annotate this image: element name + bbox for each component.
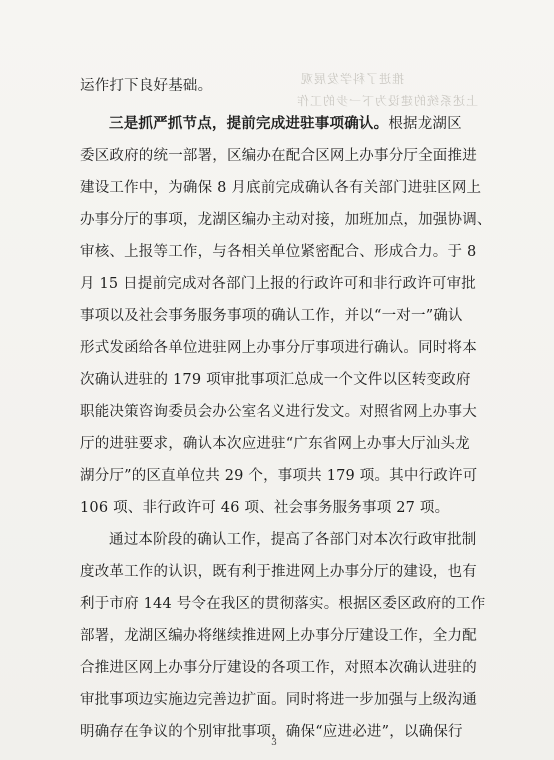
- text-line: 审核、上报等工作，与各相关单位紧密配合、形成合力。于 8: [80, 244, 477, 260]
- text-line: 106 项、非行政许可 46 项、社会事务服务事项 27 项。: [80, 500, 450, 516]
- text-line: 办事分厅的事项，龙湖区编办主动对接，加班加点，加强协调、: [80, 212, 492, 228]
- text-line-heading: [109, 114, 462, 134]
- text-line: 合推进区网上办事分厅建设的各项工作，对照本次确认进驻的: [80, 660, 477, 676]
- text-line: 部署，龙湖区编办将继续推进网上办事分厅建设工作，全力配: [80, 628, 477, 644]
- bleed-through-text: 上述系统的建设为下一步的工作: [296, 94, 479, 108]
- bleed-through-text: 推进了科学发展观: [300, 72, 405, 86]
- text-line: 通过本阶段的确认工作，提高了各部门对本次行政审批制: [109, 532, 477, 548]
- text-line: 次确认进驻的 179 项审批事项汇总成一个文件以区转变政府: [80, 372, 471, 388]
- text-line: 建设工作中，为确保 8 月底前完成确认各有关部门进驻区网上: [80, 180, 482, 196]
- text-line: 度改革工作的认识，既有利于推进网上办事分厅的建设，也有: [80, 564, 477, 580]
- text-line: 利于市府 144 号令在我区的贯彻落实。根据区委区政府的工作: [80, 596, 486, 612]
- text-line: 月 15 日提前完成对各部门上报的行政许可和非行政许可审批: [80, 276, 476, 292]
- page-number: 3: [271, 738, 277, 748]
- text-run: 根据龙湖区: [388, 116, 462, 132]
- text-line: 审批事项边实施边完善边扩面。同时将进一步加强与上级沟通: [80, 692, 477, 708]
- text-line: 形式发函给各单位进驻网上办事分厅事项进行确认。同时将本: [80, 340, 477, 356]
- text-line: 湖分厅”的区直单位共 29 个，事项共 179 项。其中行政许可: [80, 468, 478, 484]
- text-line: 委区政府的统一部署，区编办在配合区网上办事分厅全面推进: [80, 148, 477, 164]
- text-line: 事项以及社会事务服务事项的确认工作，并以“一对一”确认: [80, 308, 463, 324]
- section-heading: 三是抓严抓节点，提前完成进驻事项确认。: [109, 115, 389, 132]
- text-line: 职能决策咨询委员会办公室名义进行发文。对照省网上办事大: [80, 404, 477, 420]
- text-line: 明确存在争议的个别审批事项，确保“应进必进”，以确保行: [80, 724, 463, 740]
- text-line: 运作打下良好基础。: [80, 78, 213, 94]
- text-line: 厅的进驻要求，确认本次应进驻“广东省网上办事大厅汕头龙: [80, 436, 470, 452]
